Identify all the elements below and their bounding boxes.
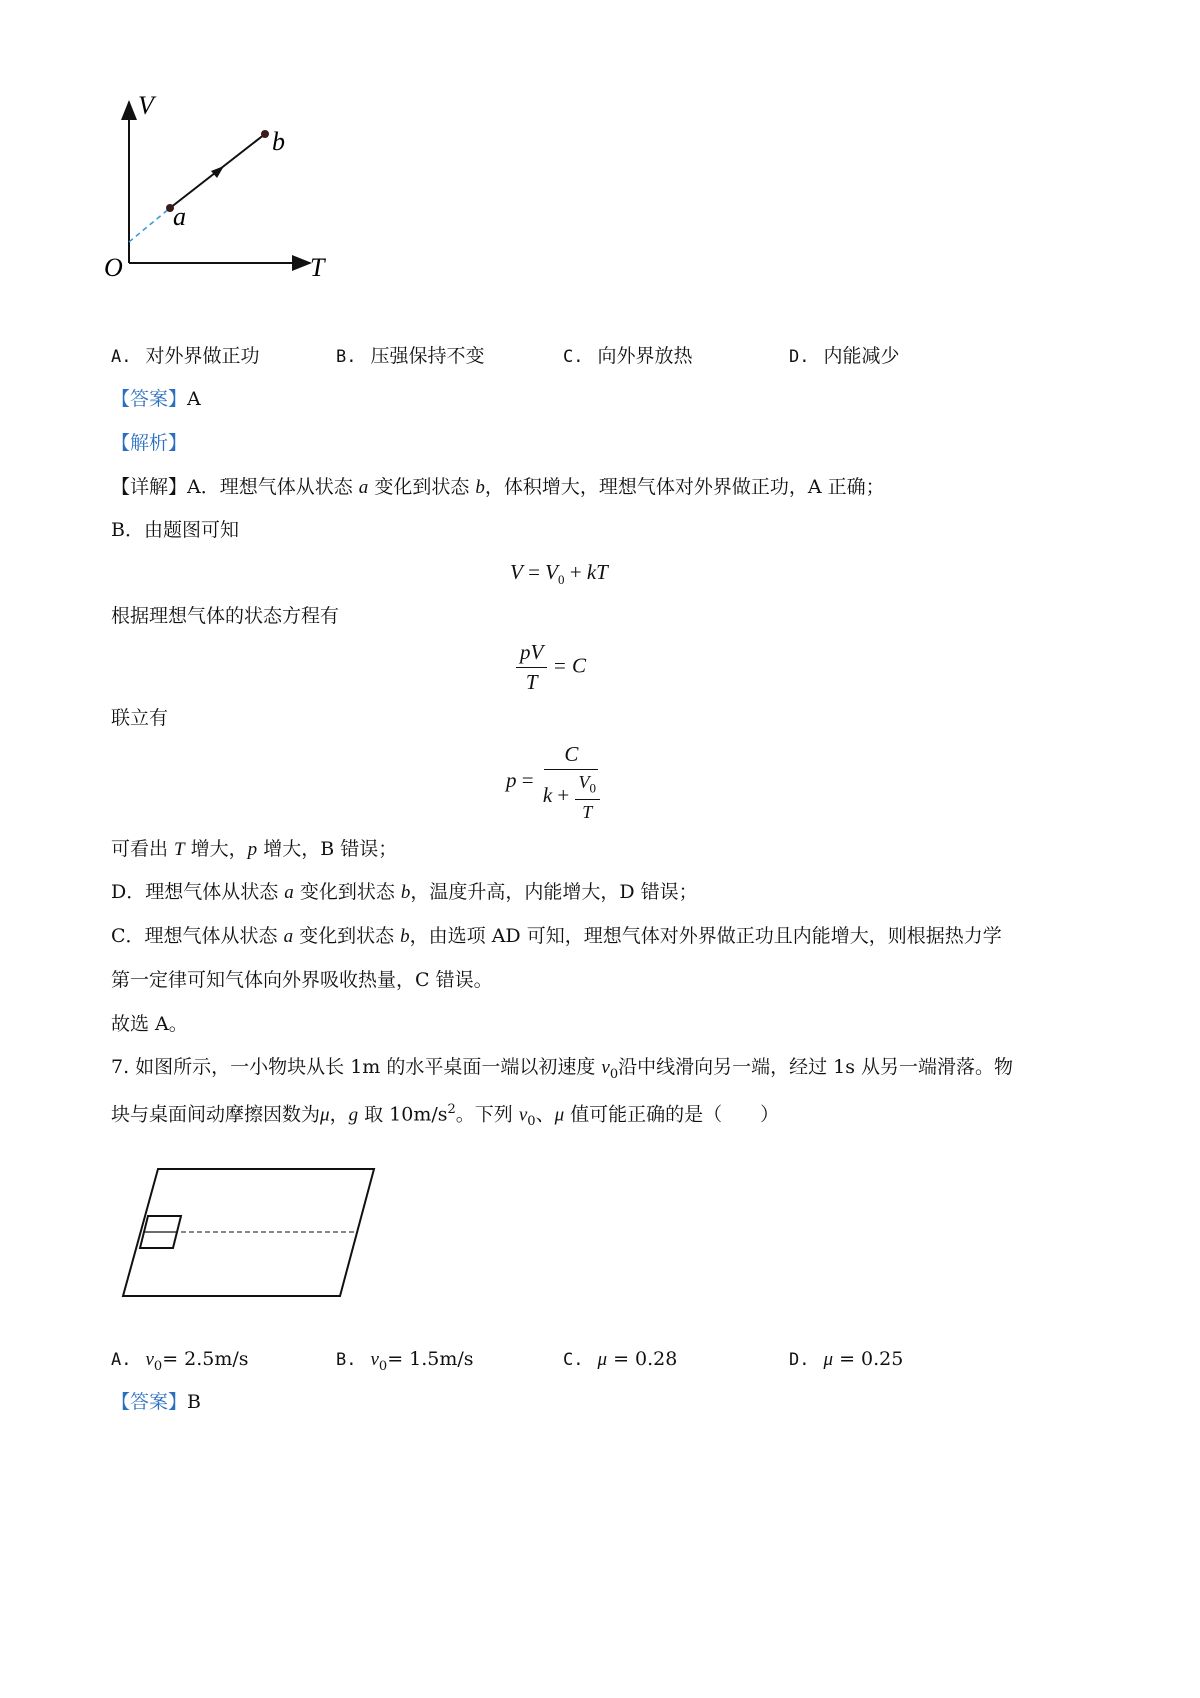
q7-option-key: C. [563, 1350, 584, 1370]
formula-p [506, 742, 604, 823]
subscript: 0 [378, 1358, 388, 1374]
answer-value: B [187, 1391, 201, 1413]
subscript: 0 [558, 572, 565, 588]
q6-option-key: A. [111, 347, 132, 367]
text: ，由选项 AD 可知，理想气体对外界做正功且内能增大，则根据热力学 [409, 925, 1002, 947]
q7-option-key: B. [336, 1350, 357, 1370]
op: = [522, 560, 546, 584]
text: 、 [535, 1103, 555, 1126]
text: 值可能正确的是（ ） [564, 1103, 780, 1126]
point-a-label: a [173, 202, 186, 231]
q6-answer [111, 386, 201, 412]
q7-option-key: A. [111, 1350, 132, 1370]
var: V [578, 772, 590, 792]
t-axis-label: T [310, 253, 325, 282]
q7-answer [111, 1389, 201, 1415]
text: 。下列 [455, 1103, 519, 1126]
fraction [539, 742, 604, 823]
q6-option-d [789, 343, 900, 370]
var-a: a [358, 477, 369, 498]
table-diagram [115, 1160, 385, 1305]
op: = [516, 768, 539, 793]
text: ，体积增大，理想气体对外界做正功，A 正确； [484, 476, 885, 498]
text: ，温度升高，内能增大，D 错误； [410, 881, 698, 903]
v-axis-label: V [138, 91, 154, 120]
var-t: T [174, 839, 185, 860]
detail-tag: 【详解】 [111, 476, 188, 498]
inner-numerator [575, 772, 601, 800]
q6-option-text: 压强保持不变 [370, 345, 485, 367]
var-b: b [400, 926, 410, 947]
text: 沿中线滑向另一端，经过 1s 从另一端滑落。物 [618, 1056, 1014, 1078]
q7-stem-line2 [111, 1097, 779, 1135]
var-v: v [518, 1104, 528, 1126]
point-b-label: b [272, 127, 285, 156]
text: 块与桌面间动摩擦因数为 [111, 1103, 321, 1126]
q7-option-a [111, 1346, 249, 1380]
text: 7. 如图所示，一小物块从长 1m 的水平桌面一端以初速度 [111, 1056, 602, 1078]
answer-tag: 【答案】 [111, 388, 188, 410]
q6-option-key: D. [789, 347, 810, 367]
value: = 1.5m/s [387, 1348, 474, 1370]
text: 变化到状态 [368, 476, 476, 498]
denominator [539, 770, 604, 823]
subscript: 0 [527, 1114, 536, 1130]
var: μ [823, 1349, 834, 1370]
q7-stem-line1 [111, 1054, 1013, 1088]
text: 增大，B 错误； [257, 838, 398, 860]
q7-option-c [563, 1346, 677, 1373]
var-g: g [348, 1104, 359, 1126]
state-equation-text: 根据理想气体的状态方程有 [111, 605, 340, 627]
vt-graph [100, 90, 360, 290]
text: 变化到状态 [293, 925, 401, 947]
point-b-dot [261, 130, 269, 138]
op: + [552, 783, 575, 808]
var: v [145, 1349, 154, 1370]
q6-detail-d [111, 879, 698, 906]
q6-option-text: 内能减少 [823, 345, 900, 367]
var-p: p [247, 839, 258, 860]
q7-option-key: D. [789, 1350, 810, 1370]
origin-label: O [104, 253, 123, 282]
inner-denominator: T [582, 801, 593, 822]
subscript: 0 [609, 1066, 619, 1082]
formula-v-v0-kt [510, 560, 608, 588]
value: = 0.25 [833, 1348, 904, 1370]
q6-option-text: 对外界做正功 [145, 345, 260, 367]
var: μ [597, 1349, 608, 1370]
superscript: 2 [447, 1102, 456, 1117]
q7-option-d [789, 1346, 903, 1373]
var: kT [586, 560, 608, 584]
q6-detail-c-line1 [111, 923, 1002, 950]
q6-analysis-heading [111, 430, 187, 456]
text: ， [329, 1103, 349, 1126]
op: + [564, 560, 587, 584]
value: = 0.28 [607, 1348, 678, 1370]
subscript: 0 [153, 1358, 163, 1374]
q6-detail-a [111, 474, 885, 501]
value: = 2.5m/s [162, 1348, 249, 1370]
rhs: = C [547, 653, 587, 678]
answer-tag: 【答案】 [111, 1391, 188, 1413]
q6-option-a [111, 343, 260, 370]
q6-option-text: 向外界放热 [597, 345, 693, 367]
numerator: pV [516, 640, 547, 668]
text: 变化到状态 [293, 881, 401, 903]
q7-option-b [336, 1346, 474, 1380]
q6-detail-c-line2: 第一定律可知气体向外界吸收热量，C 错误。 [111, 969, 493, 991]
text: 可看出 [111, 838, 175, 860]
fraction [516, 640, 547, 695]
direction-arrow-icon [211, 166, 224, 178]
var: k [542, 783, 553, 808]
var: v [370, 1349, 379, 1370]
text: C．理想气体从状态 [111, 925, 284, 947]
text: A．理想气体从状态 [187, 476, 359, 498]
q6-conclusion-b [111, 836, 397, 863]
q6-option-b [336, 343, 485, 370]
var-b: b [475, 477, 485, 498]
subscript: 0 [589, 780, 597, 796]
inner-fraction [575, 772, 601, 823]
var: V [545, 560, 558, 584]
var-b: b [400, 882, 411, 903]
analysis-tag: 【解析】 [111, 432, 188, 454]
var-mu: μ [554, 1104, 565, 1126]
combine-text: 联立有 [111, 707, 169, 729]
formula-pv-over-t [516, 640, 586, 695]
denominator: T [525, 670, 538, 694]
var-a: a [284, 882, 294, 903]
q6-option-c [563, 343, 693, 370]
numerator: C [544, 742, 598, 770]
text: 增大， [184, 838, 248, 860]
var-a: a [283, 926, 294, 947]
var: p [506, 768, 517, 793]
q6-option-key: C. [563, 347, 584, 367]
var-v: v [601, 1057, 610, 1078]
q6-final: 故选 A。 [111, 1013, 188, 1035]
text: 取 10m/s [358, 1103, 448, 1126]
var-mu: μ [320, 1104, 330, 1126]
var: V [510, 560, 523, 584]
q6-option-key: B. [336, 347, 357, 367]
extension-dashed-line [129, 208, 170, 242]
text: D．理想气体从状态 [111, 881, 285, 903]
answer-value: A [187, 388, 201, 410]
q6-detail-b-intro: B．由题图可知 [111, 519, 239, 541]
